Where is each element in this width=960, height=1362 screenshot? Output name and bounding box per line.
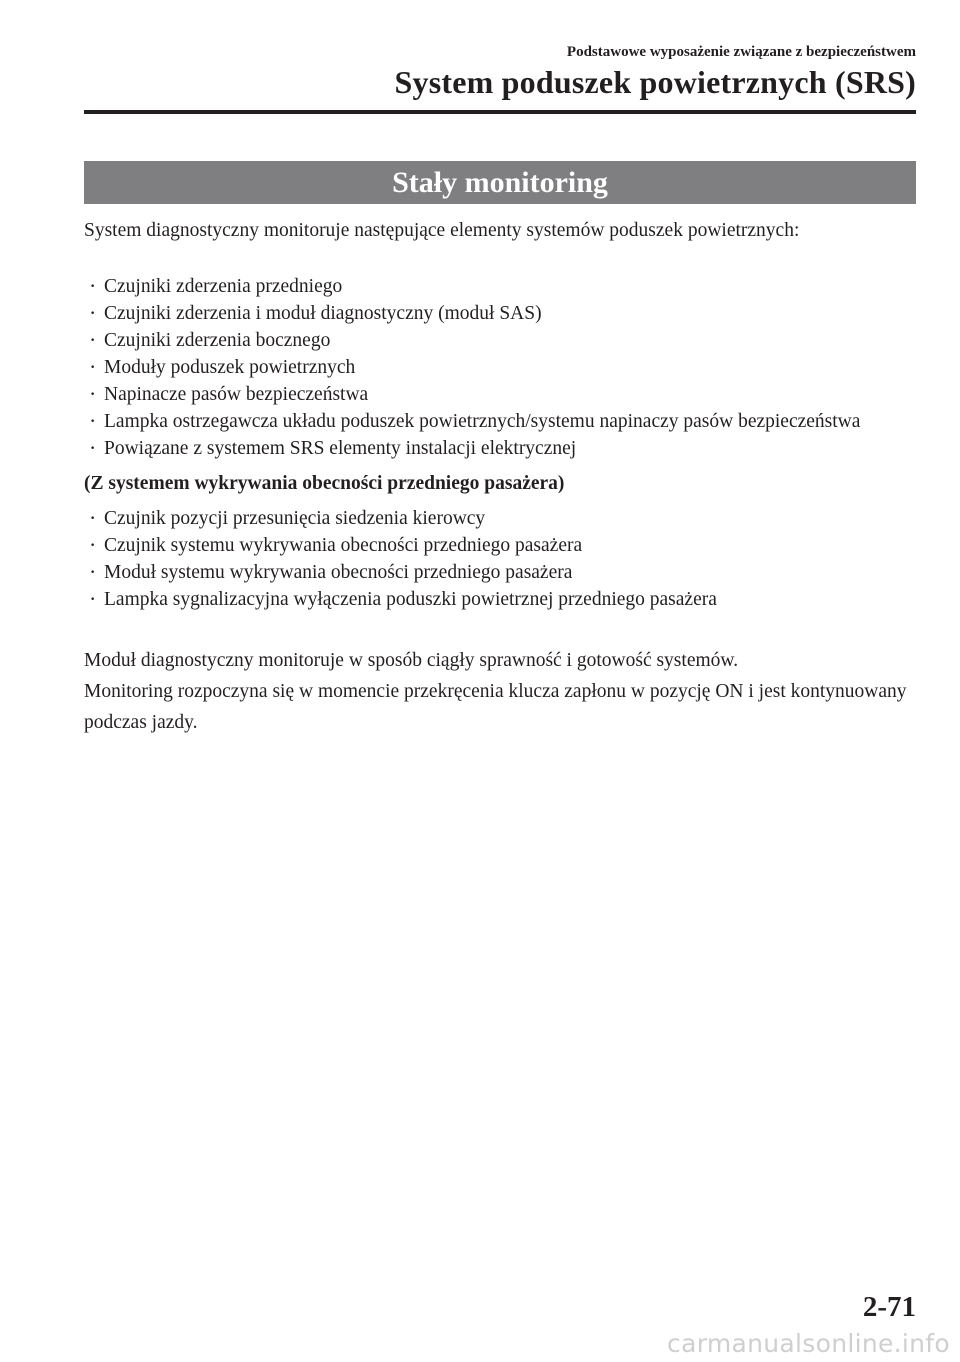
bullet-icon: · xyxy=(90,305,96,322)
bullet-icon: · xyxy=(90,537,96,554)
bullet-icon: · xyxy=(90,278,96,295)
subheading: (Z systemem wykrywania obecności przedniego pasażera) xyxy=(84,473,565,494)
header-subtitle: Podstawowe wyposażenie związane z bezpieczeństwem xyxy=(566,44,916,60)
list-item: · Powiązane z systemem SRS elementy instalacji elektrycznej xyxy=(104,435,916,462)
list-item: · Czujnik pozycji przesunięcia siedzenia kierowcy xyxy=(104,505,916,532)
bullet-icon: · xyxy=(90,440,96,457)
watermark: carmanualsonline.info xyxy=(667,1329,950,1358)
component-list xyxy=(84,273,916,462)
closing-paragraph xyxy=(84,645,916,738)
bullet-icon: · xyxy=(90,564,96,581)
list-item: · Czujniki zderzenia i moduł diagnostyczny (moduł SAS) xyxy=(104,300,916,327)
header-title: System poduszek powietrznych (SRS) xyxy=(394,64,916,100)
bullet-icon: · xyxy=(90,413,96,430)
bullet-icon: · xyxy=(90,510,96,527)
list-item: · Lampka ostrzegawcza układu poduszek powietrznych/systemu napinaczy pasów bezpieczeństwa xyxy=(104,408,916,435)
page-number: 2-71 xyxy=(862,1291,916,1323)
list-item: · Napinacze pasów bezpieczeństwa xyxy=(104,381,916,408)
bullet-icon: · xyxy=(90,332,96,349)
list-item: · Czujniki zderzenia przedniego xyxy=(104,273,916,300)
closing-line-1: Moduł diagnostyczny monitoruje w sposób ciągły sprawność i gotowość systemów. xyxy=(84,650,739,671)
list-item: · Czujniki zderzenia bocznego xyxy=(104,327,916,354)
header-rule xyxy=(84,110,916,114)
list-item: · Moduł systemu wykrywania obecności przedniego pasażera xyxy=(104,559,916,586)
intro-paragraph: System diagnostyczny monitoruje następujące elementy systemów poduszek powietrznych: xyxy=(84,220,800,241)
list-item: · Czujnik systemu wykrywania obecności przedniego pasażera xyxy=(104,532,916,559)
bullet-icon: · xyxy=(90,386,96,403)
closing-line-2: Monitoring rozpoczyna się w momencie przekręcenia klucza zapłonu w pozycję ON i jest kontynuowany podczas jazdy. xyxy=(84,681,907,733)
content xyxy=(84,217,916,738)
list-item: · Lampka sygnalizacyjna wyłączenia poduszki powietrznej przedniego pasażera xyxy=(104,586,916,613)
bullet-icon: · xyxy=(90,591,96,608)
bullet-icon: · xyxy=(90,359,96,376)
passenger-detection-list xyxy=(84,505,916,613)
list-item: · Moduły poduszek powietrznych xyxy=(104,354,916,381)
section-title-bar: Stały monitoring xyxy=(84,161,916,204)
